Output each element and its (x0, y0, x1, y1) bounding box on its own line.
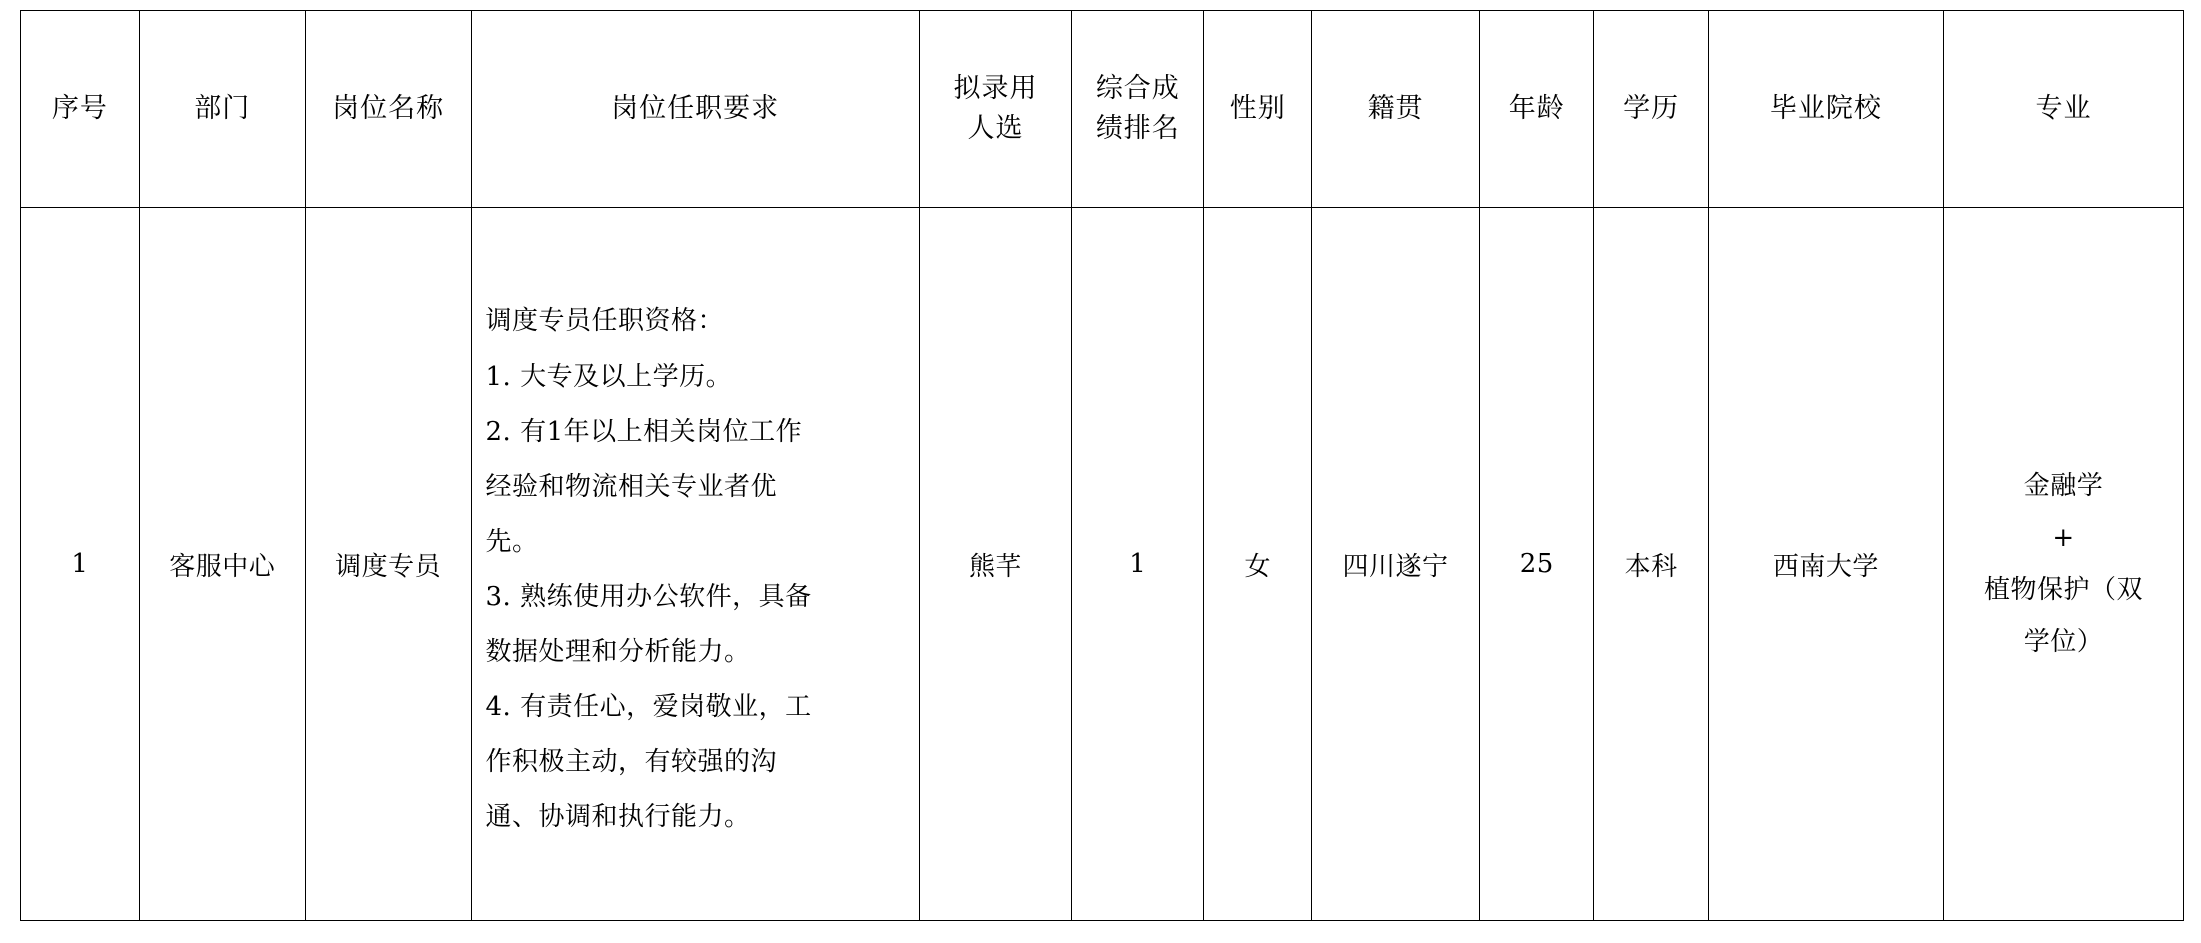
header-label-candidate-line2: 人选 (967, 113, 1024, 144)
requirement-line: 调度专员任职资格： (485, 306, 725, 337)
cell-department (139, 208, 305, 921)
header-label-rank-line1: 综合成 (1095, 72, 1180, 104)
header-cell-age (1480, 11, 1594, 208)
value-education: 本科 (1624, 551, 1678, 582)
header-label-gender: 性别 (1229, 92, 1286, 124)
header-cell-school (1708, 11, 1943, 208)
header-label-age: 年龄 (1508, 92, 1565, 124)
header-label-rank (1072, 65, 1203, 154)
value-gender: 女 (1244, 551, 1271, 582)
header-cell-candidate (919, 11, 1071, 208)
requirement-line: 先。 (485, 526, 539, 557)
requirement-line: 4. 有责任心，爱岗敬业，工 (485, 692, 812, 723)
recruitment-table (20, 10, 2184, 921)
major-line: 学位） (2023, 627, 2104, 657)
header-label-seq: 序号 (51, 92, 108, 124)
major-line: + (2052, 523, 2075, 553)
header-cell-rank (1072, 11, 1204, 208)
cell-candidate (919, 208, 1071, 921)
table-row (21, 208, 2184, 921)
value-school: 西南大学 (1772, 551, 1879, 582)
header-cell-seq (21, 11, 140, 208)
major-line: 植物保护（双 (1984, 575, 2144, 605)
requirement-line: 作积极主动，有较强的沟 (485, 747, 778, 778)
value-rank: 1 (1129, 549, 1147, 579)
header-label-candidate (920, 65, 1071, 154)
cell-rank (1072, 208, 1204, 921)
major-line: 金融学 (2023, 471, 2104, 501)
value-department: 客服中心 (169, 551, 276, 582)
header-cell-department (139, 11, 305, 208)
header-cell-education (1594, 11, 1708, 208)
header-label-requirements: 岗位任职要求 (611, 92, 780, 124)
header-cell-requirements (471, 11, 919, 208)
header-label-rank-line2: 绩排名 (1095, 113, 1180, 144)
value-origin: 四川遂宁 (1342, 551, 1449, 582)
requirement-line: 通、协调和执行能力。 (485, 802, 751, 833)
requirements-text (472, 272, 919, 855)
value-seq: 1 (71, 549, 89, 579)
cell-education (1594, 208, 1708, 921)
header-cell-origin (1312, 11, 1480, 208)
cell-gender (1204, 208, 1312, 921)
cell-requirements (471, 208, 919, 921)
requirement-line: 经验和物流相关专业者优 (485, 471, 778, 502)
cell-school (1708, 208, 1943, 921)
header-cell-major (1944, 11, 2184, 208)
table-header-row (21, 11, 2184, 208)
cell-origin (1312, 208, 1480, 921)
requirement-line: 3. 熟练使用办公软件，具备 (485, 582, 812, 612)
requirement-line: 1. 大专及以上学历。 (485, 361, 733, 392)
value-position: 调度专员 (335, 551, 442, 582)
value-age: 25 (1519, 549, 1554, 579)
header-label-school: 毕业院校 (1769, 92, 1882, 124)
value-candidate: 熊芊 (968, 551, 1022, 582)
header-cell-position (305, 11, 471, 208)
header-label-position: 岗位名称 (332, 92, 445, 124)
header-cell-gender (1204, 11, 1312, 208)
cell-age (1480, 208, 1594, 921)
value-major (1944, 460, 2183, 668)
cell-position (305, 208, 471, 921)
header-label-origin: 籍贯 (1367, 92, 1424, 124)
header-label-education: 学历 (1623, 92, 1680, 124)
cell-major (1944, 208, 2184, 921)
requirement-line: 2. 有1年以上相关岗位工作 (485, 416, 803, 447)
header-label-major: 专业 (2035, 92, 2092, 124)
header-label-department: 部门 (194, 92, 251, 124)
requirement-line: 数据处理和分析能力。 (485, 637, 751, 668)
header-label-candidate-line1: 拟录用 (953, 72, 1038, 104)
cell-seq (21, 208, 140, 921)
